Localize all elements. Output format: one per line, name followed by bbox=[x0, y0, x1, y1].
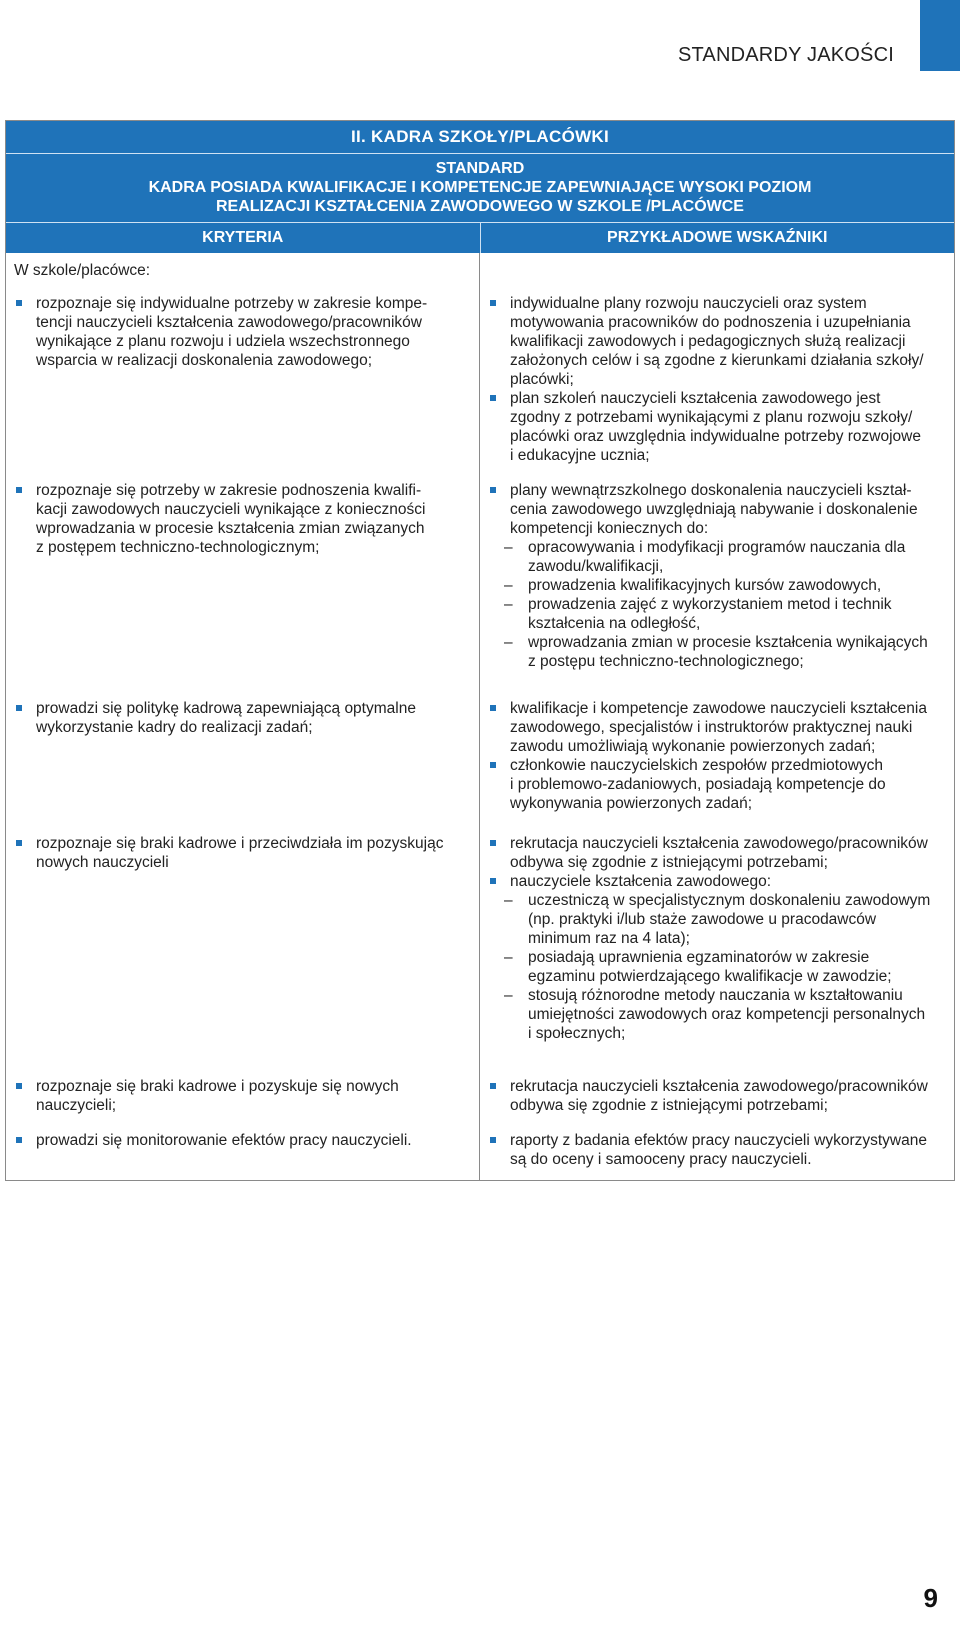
page-number: 9 bbox=[923, 1583, 938, 1613]
table-row bbox=[6, 693, 954, 827]
indicator-item: członkowie nauczycielskich zespołów przedmiotowych i problemowo-zadaniowych, posiadają kompetencje do wykonywania powierzonych zadań; bbox=[488, 756, 942, 813]
indicator-subitem: – opracowywania i modyfikacji programów nauczania dla zawodu/kwalifikacji, bbox=[488, 538, 942, 576]
running-header: STANDARDY JAKOŚCI bbox=[677, 44, 894, 66]
column-header-criteria: KRYTERIA bbox=[6, 223, 481, 253]
indicator-item: nauczyciele kształcenia zawodowego: bbox=[488, 872, 942, 891]
criterion-item: prowadzi się politykę kadrową zapewniającą optymalne wykorzystanie kadry do realizacji zadań; bbox=[14, 699, 467, 737]
indicator-subitem: – posiadają uprawnienia egzaminatorów w zakresie egzaminu potwierdzającego kwalifikacje w zawodzie; bbox=[488, 948, 942, 986]
standard-text-line1: KADRA POSIADA KWALIFIKACJE I KOMPETENCJE ZAPEWNIAJĄCE WYSOKI POZIOM bbox=[148, 179, 812, 196]
indicator-item: rekrutacja nauczycieli kształcenia zawodowego/pracowników odbywa się zgodnie z istniejącymi potrzebami; bbox=[488, 834, 942, 872]
indicator-subitem: – wprowadzania zmian w procesie kształcenia wynikających z postępu techniczno-technologicznego; bbox=[488, 633, 942, 671]
indicator-item: plany wewnątrzszkolnego doskonalenia nauczycieli kształ- cenia zawodowego uwzględniają nabywanie i doskonalenie kompetencji koniecznych do: bbox=[488, 481, 942, 538]
criterion-item: rozpoznaje się braki kadrowe i przeciwdziała im pozyskując nowych nauczycieli bbox=[14, 834, 467, 872]
table-row bbox=[6, 289, 954, 474]
column-header-indicators: PRZYKŁADOWE WSKAŹNIKI bbox=[607, 229, 828, 246]
indicator-item: raporty z badania efektów pracy nauczycieli wykorzystywane są do oceny i samooceny pracy nauczycieli. bbox=[488, 1131, 942, 1169]
standard-label: STANDARD bbox=[435, 160, 525, 177]
column-header-row bbox=[6, 222, 954, 253]
intro-row bbox=[6, 253, 954, 289]
criterion-item: rozpoznaje się indywidualne potrzeby w zakresie kompe- tencji nauczycieli kształcenia zawodowego/pracowników wynikające z planu rozwoju i udziela wszechstronnego wsparcia w realizacji doskonalenia zawodowego; bbox=[14, 294, 467, 370]
indicator-item: plan szkoleń nauczycieli kształcenia zawodowego jest zgodny z potrzebami wynikającymi z planu rozwoju szkoły/ placówki oraz uwzględnia indywidualne potrzeby rozwojowe i edukacyjne ucznia; bbox=[488, 389, 942, 465]
table-row bbox=[6, 1128, 954, 1180]
indicator-subitem: – stosują różnorodne metody nauczania w kształtowaniu umiejętności zawodowych oraz kompetencji personalnych i społecznych; bbox=[488, 986, 942, 1043]
standards-table bbox=[5, 120, 955, 1181]
indicator-subitem: – prowadzenia zajęć z wykorzystaniem metod i technik kształcenia na odległość, bbox=[488, 595, 942, 633]
section-title: II. KADRA SZKOŁY/PLACÓWKI bbox=[6, 121, 954, 153]
standard-box bbox=[6, 153, 954, 222]
indicator-item: rekrutacja nauczycieli kształcenia zawodowego/pracowników odbywa się zgodnie z istniejącymi potrzebami; bbox=[488, 1077, 942, 1115]
intro-text: W szkole/placówce: bbox=[6, 253, 480, 289]
indicator-subitem: – prowadzenia kwalifikacyjnych kursów zawodowych, bbox=[488, 576, 942, 595]
indicator-item: indywidualne plany rozwoju nauczycieli oraz system motywowania pracowników do podnoszenia i uzupełniania kwalifikacji zawodowych i pedagogicznych służą realizacji założonych celów i są zgodne z kierunkami działania szkoły/ placówki; bbox=[488, 294, 942, 389]
corner-accent-bar bbox=[920, 0, 960, 71]
criterion-item: prowadzi się monitorowanie efektów pracy nauczycieli. bbox=[14, 1131, 467, 1150]
criterion-item: rozpoznaje się braki kadrowe i pozyskuje się nowych nauczycieli; bbox=[14, 1077, 467, 1115]
criterion-item: rozpoznaje się potrzeby w zakresie podnoszenia kwalifi- kacji zawodowych nauczycieli wynikające z konieczności wprowadzania w procesie kształcenia zmian związanych z postępem techniczno-technologicznym; bbox=[14, 481, 467, 557]
table-row bbox=[6, 1072, 954, 1128]
standard-text-line2: REALIZACJI KSZTAŁCENIA ZAWODOWEGO W SZKOLE /PLACÓWCE bbox=[216, 198, 744, 215]
indicator-subitem: – uczestniczą w specjalistycznym doskonaleniu zawodowym (np. praktyki i/lub staże zawodowe u pracodawców minimum raz na 4 lata); bbox=[488, 891, 942, 948]
indicator-item: kwalifikacje i kompetencje zawodowe nauczycieli kształcenia zawodowego, specjalistów i instruktorów praktycznej nauki zawodu umożliwiają wykonanie powierzonych zadań; bbox=[488, 699, 942, 756]
table-row bbox=[6, 474, 954, 693]
table-row bbox=[6, 827, 954, 1072]
